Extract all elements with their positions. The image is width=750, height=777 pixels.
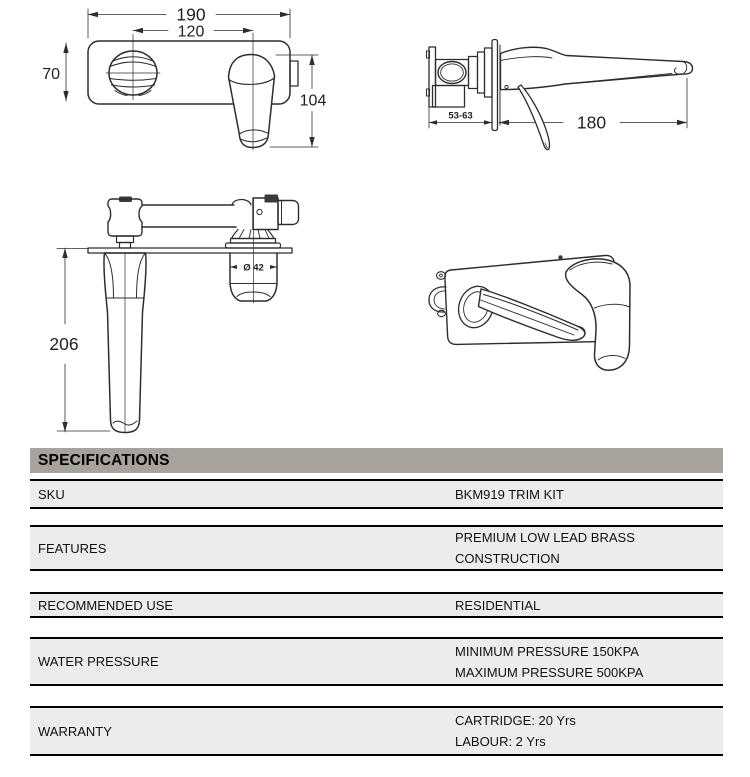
spec-value-line: CARTRIDGE: 20 Yrs [455, 713, 576, 728]
dimension-label-180: 180 [576, 112, 607, 133]
specifications-section [30, 448, 723, 760]
spec-value-line: BKM919 TRIM KIT [455, 486, 564, 502]
spec-value-line: CONSTRUCTION [455, 551, 560, 566]
handle-iso [566, 259, 630, 370]
specifications-title: SPECIFICATIONS [38, 451, 170, 469]
dimension-label-53-63: 53-63 [448, 110, 473, 122]
top-view-drawing [49, 195, 298, 433]
dimension-label-104: 104 [299, 92, 327, 110]
plate-screw-iso [558, 255, 562, 259]
plate-side-tab [290, 61, 298, 86]
dimension-label-206: 206 [49, 334, 79, 354]
specifications-header-bar [30, 448, 723, 473]
spec-value-warranty [455, 708, 723, 754]
spec-value-features [455, 527, 723, 569]
dimension-spout-to-handle [133, 24, 253, 41]
spec-value-recommended-use [455, 594, 723, 616]
valve-hardware-iso [429, 272, 446, 317]
spec-row-sku [30, 479, 723, 509]
side-view-drawing [427, 40, 693, 150]
escutcheon-side [492, 40, 500, 131]
spout-iso [453, 282, 585, 340]
dimension-label-70: 70 [42, 66, 60, 83]
spec-row-features [30, 525, 723, 571]
spec-value-line: RESIDENTIAL [455, 597, 541, 613]
spout-side [501, 47, 693, 89]
spec-row-water-pressure [30, 637, 723, 686]
spec-label-water-pressure: WATER PRESSURE [38, 654, 159, 669]
spec-label-recommended-use: RECOMMENDED USE [38, 597, 174, 613]
front-view-drawing [42, 5, 326, 151]
spec-value-line: MAXIMUM PRESSURE 500KPA [455, 664, 644, 680]
dimension-plate-height [42, 43, 68, 101]
in-wall-body-top [108, 195, 299, 249]
spec-label-sku: SKU [38, 486, 65, 502]
dimension-label-diameter: Ø 42 [243, 262, 264, 274]
spec-value-line: LABOUR: 2 Yrs [455, 734, 546, 749]
spec-value-water-pressure [455, 639, 723, 684]
spec-row-recommended-use [30, 592, 723, 618]
handle-lever-side [518, 85, 550, 150]
isometric-view-drawing [429, 255, 630, 370]
spec-value-line: PREMIUM LOW LEAD BRASS [455, 530, 635, 545]
spec-label-warranty: WARRANTY [38, 723, 112, 739]
handle-front [229, 55, 275, 148]
spout-top [104, 253, 146, 433]
dimension-label-120: 120 [177, 23, 205, 41]
spec-value-sku [455, 481, 723, 507]
dimension-handle-diameter [230, 263, 277, 274]
dimension-label-190: 190 [176, 4, 206, 25]
spec-row-warranty [30, 706, 723, 756]
spec-label-features: FEATURES [38, 540, 107, 556]
dimension-spout-length [49, 248, 110, 432]
in-wall-valve-body [427, 47, 493, 107]
dimension-wall-depth [429, 108, 492, 128]
spec-value-line: MINIMUM PRESSURE 150KPA [455, 643, 639, 659]
